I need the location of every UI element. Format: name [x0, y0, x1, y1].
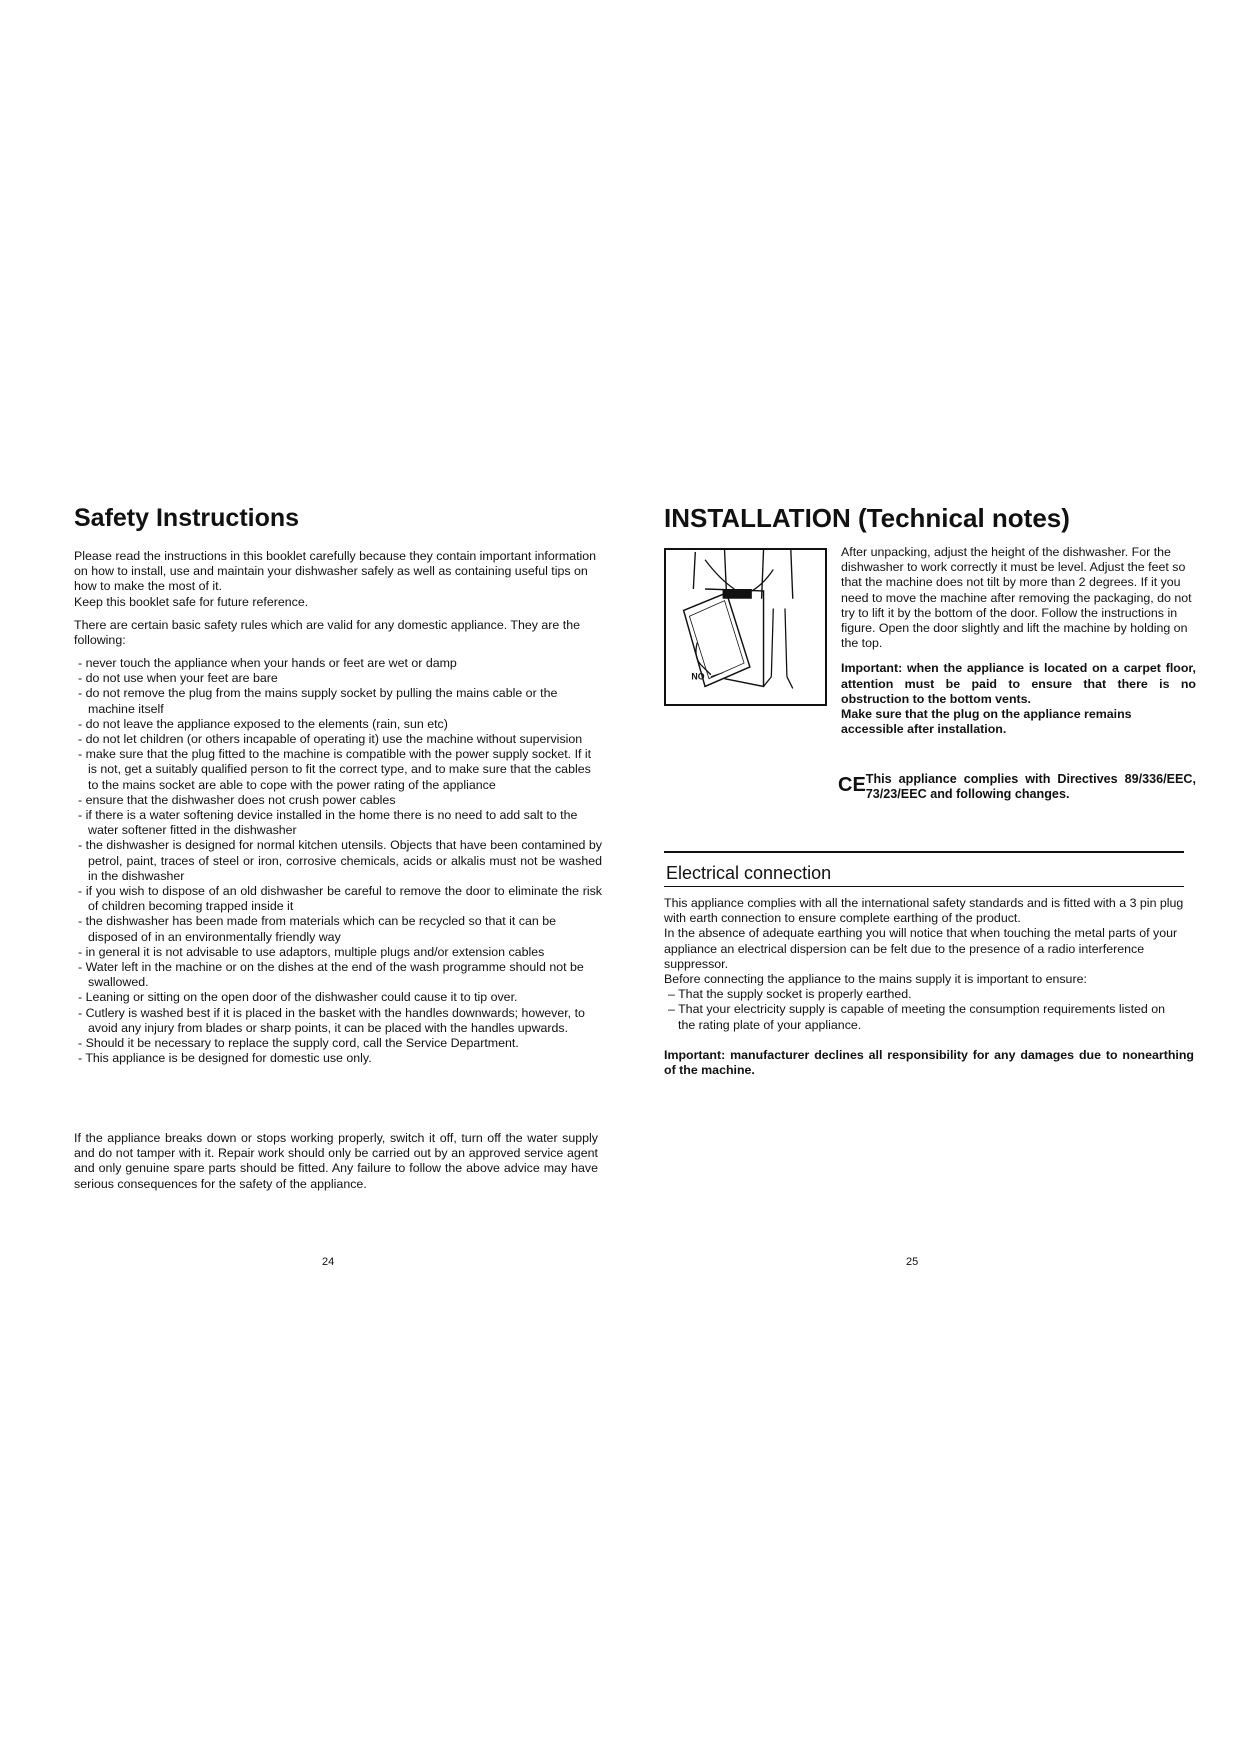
rule-item: - Leaning or sitting on the open door of the dishwasher could cause it to tip over. [78, 990, 518, 1005]
intro-block [74, 549, 604, 610]
electrical-list-item: – That the supply socket is properly earthed. [668, 987, 912, 1002]
installation-paragraph: After unpacking, adjust the height of the dishwasher. For the dishwasher to work correctly it must be level. Adjust the feet so that the machine does not tilt by more than 2 degrees. If it you need to move the machine after removing the packaging, do not try to lift it by the bottom of the door. Follow the instructions in figure. Open the door slightly and lift the machine by holding on the top. [841, 545, 1192, 651]
ce-compliance [838, 772, 1196, 802]
figure-no-label: NO [691, 671, 705, 682]
rule-item: - if there is a water softening device installed in the home there is no need to add salt to the water softener fitted in the dishwasher [78, 808, 578, 838]
safety-title: Safety Instructions [74, 504, 300, 532]
rule-item: - the dishwasher has been made from materials which can be recycled so that it can be disposed of in an environmentally friendly way [78, 914, 556, 944]
rule-item: - do not use when your feet are bare [78, 671, 278, 686]
electrical-heading: Electrical connection [666, 863, 832, 883]
rule-item: - do not leave the appliance exposed to the elements (rain, sun etc) [78, 716, 448, 731]
rule-item: - Water left in the machine or on the dishes at the end of the wash programme should not be swallowed. [78, 960, 584, 990]
divider-top [664, 851, 1184, 853]
rule-item: - do not remove the plug from the mains supply socket by pulling the mains cable or the machine itself [78, 686, 558, 716]
rule-item: - do not let children (or others incapable of operating it) use the machine without supervision [78, 732, 583, 747]
lifting-illustration [666, 550, 825, 704]
ce-mark-icon: CE [838, 774, 866, 796]
rule-item: - Cutlery is washed best if it is placed in the basket with the handles downwards; however, to avoid any injury from blades or sharp points, it can be placed with the handles upwards. [78, 1005, 585, 1035]
rule-item: - if you wish to dispose of an old dishwasher be careful to remove the door to eliminate the risk of children becoming trapped inside it [78, 884, 602, 914]
important-plug: Make sure that the plug on the appliance remains accessible after installation. [841, 707, 1132, 737]
important-earthing [664, 1048, 1194, 1078]
rule-item: - never touch the appliance when your hands or feet are wet or damp [78, 656, 457, 670]
electrical-paragraph: Before connecting the appliance to the mains supply it is important to ensure: [664, 972, 1087, 987]
ce-compliance-text: This appliance complies with Directives 89/336/EEC, 73/23/EEC and following changes. [865, 772, 1196, 802]
rules-intro-text: There are certain basic safety rules which are valid for any domestic appliance. They are the following: [74, 618, 580, 648]
rule-item: - Should it be necessary to replace the supply cord, call the Service Department. [78, 1036, 519, 1051]
page-number-left: 24 [322, 1256, 335, 1268]
rule-item: - make sure that the plug fitted to the machine is compatible with the power supply socket. If it is not, get a suitably qualified person to fit the correct type, and to make sure that the cables to the mains socket are able to cope with the power rating of the appliance [78, 747, 592, 792]
installation-title: INSTALLATION (Technical notes) [664, 503, 1070, 533]
rule-item: - in general it is not advisable to use adaptors, multiple plugs and/or extension cables [78, 944, 545, 959]
page-number-right: 25 [906, 1256, 919, 1268]
divider-bottom [664, 886, 1184, 887]
rules-intro [74, 618, 594, 648]
safety-rules [74, 656, 602, 1066]
important-carpet: Important: when the appliance is located on a carpet floor, attention must be paid to ensure that there is no obstruction to the bottom vents. [841, 661, 1196, 706]
electrical-paragraph: In the absence of adequate earthing you will notice that when touching the metal parts of your appliance an electrical dispersion can be felt due to the presence of a radio interference suppressor. [664, 926, 1178, 971]
closing-paragraph [74, 1131, 598, 1192]
electrical-section [664, 896, 1184, 1033]
electrical-list-item: – That your electricity supply is capable of meeting the consumption requirements listed on the rating plate of your appliance. [668, 1002, 1166, 1032]
intro-paragraph: Please read the instructions in this booklet carefully because they contain important information on how to install, use and maintain your dishwasher safely as well as containing useful tips on how to make the most of it. [74, 549, 597, 594]
intro-keep-note: Keep this booklet safe for future reference. [74, 594, 309, 609]
closing-text: If the appliance breaks down or stops working properly, switch it off, turn off the water supply and do not tamper with it. Repair work should only be carried out by an approved service agent and only genuine spare parts should be fitted. Any failure to follow the above advice may have serious consequences for the safety of the appliance. [74, 1131, 598, 1191]
lifting-figure [664, 548, 827, 706]
electrical-paragraph: This appliance complies with all the international safety standards and is fitted with a 3 pin plug with earth connection to ensure complete earthing of the product. [664, 896, 1184, 926]
rule-item: - ensure that the dishwasher does not crush power cables [78, 792, 396, 807]
installation-instructions [841, 545, 1196, 737]
rule-item: - This appliance is be designed for domestic use only. [78, 1051, 372, 1066]
rule-item: - the dishwasher is designed for normal kitchen utensils. Objects that have been contamined by petrol, paint, traces of steel or iron, corrosive chemicals, acids or alkalis must not be washed in the dishwasher [78, 838, 602, 883]
important-earthing-text: Important: manufacturer declines all responsibility for any damages due to nonearthing of the machine. [664, 1048, 1194, 1078]
